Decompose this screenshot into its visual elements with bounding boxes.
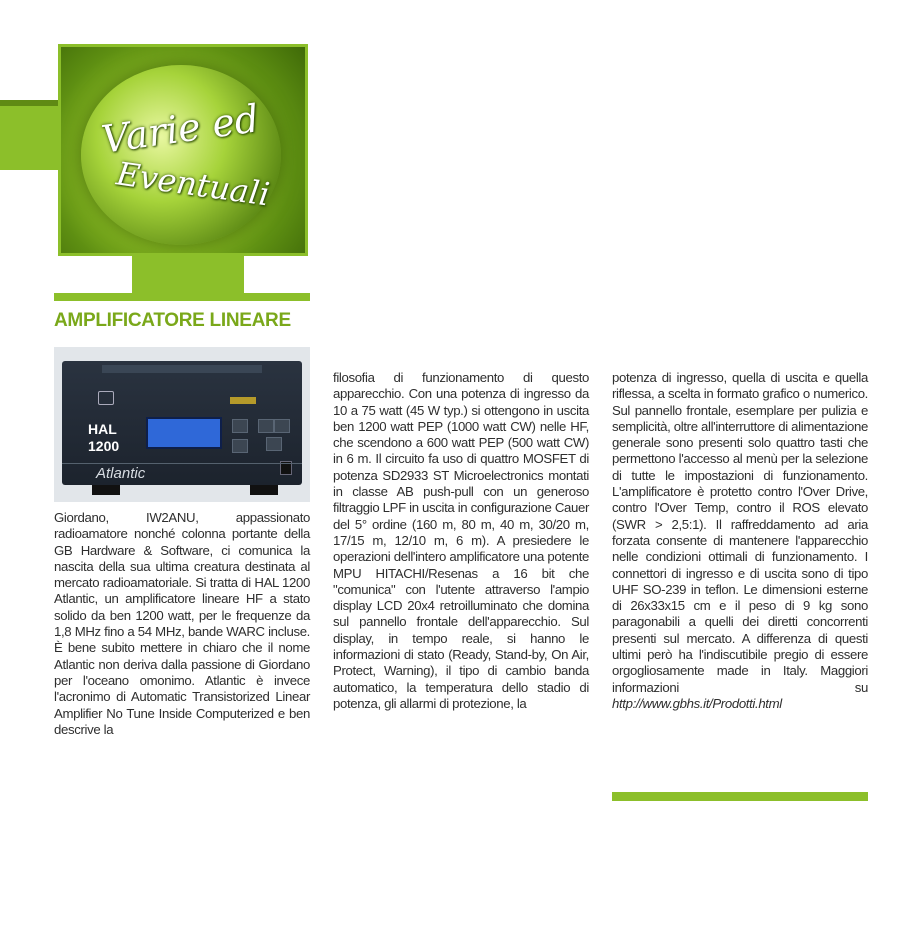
amplifier-status-led [230,397,256,404]
logo-title-line1: Varie ed [98,96,262,162]
article-text: filosofia di funzionamento di questo apparecchio. Con una potenza di ingresso da 10 a 75 watt (45 W typ.) si ottengono in uscita ben 1200 watt PEP (1000 watt CW) nelle HF, che scendono a 600 watt PEP (500 watt CW) in 6 m. Il circuito fa uso di quattro MOSFET di potenza SD2933 ST Microelectronics montati in classe AB push-pull con un generoso filtraggio LPF in uscita in configurazione Cauer del 5° ordine (160 m, 80 m, 40 m, 30/20 m, 17/15 m, 12/10 m, 6 m). A presiedere le operazioni dell'intero amplificatore una potente MPU HITACHI/Resenas a 16 bit che "comunica" con l'utente attraverso l'ampio display LCD 20x4 retroilluminato che domina sul pannello frontale dell'apparecchio. Sul display, in tempo reale, si hanno le informazioni di stato (Ready, Stand-by, On Air, Protect, Warning), il tipo di cambio banda automatico, la temperatura dello stadio di potenza, gli allarmi di protezione, la [333,370,589,711]
heading-rule [54,293,310,301]
green-side-bar-shade [0,100,58,106]
section-logo [58,44,308,256]
article-column-2 [333,370,589,712]
article-text [612,370,868,712]
logo-title-line2: Eventuali [114,154,272,214]
article-column-3 [612,370,868,712]
green-logo-tab [132,255,244,293]
product-photo [54,347,310,502]
amplifier-divider [62,463,302,464]
amplifier-brand-label: Atlantic [96,465,146,482]
amplifier-button-icon [266,437,282,451]
amplifier-foot [250,485,278,495]
amplifier-logo-icon [98,391,114,405]
amplifier-button-icon [258,419,274,433]
amplifier-lcd-display [146,417,222,449]
amplifier-model-line2: 1200 [88,438,120,454]
amplifier-model-line1: HAL [88,421,117,437]
amplifier-top-strip [102,365,262,373]
amplifier-front-panel [62,361,302,485]
green-side-bar [0,100,58,170]
article-heading: AMPLIFICATORE LINEARE [54,310,291,331]
article-column-1 [54,510,310,738]
article-text-body: potenza di ingresso, quella di uscita e quella riflessa, a scelta in formato grafico o numerico. Sul pannello frontale, esemplare per pulizia e semplicità, oltre all'interruttore di alimentazione generale sono presenti solo quattro tasti che permettono l'accesso al menù per la selezione di tutte le impostazioni di funzionamento. L'amplificatore è protetto contro l'Over Drive, contro l'Over Temp, contro il ROS elevato (SWR > 2,5:1). Il raffreddamento ad aria forzata consente di mantenere l'apparecchio nelle condizioni ottimali di funzionamento. I connettori di ingresso e di uscita sono di tipo UHF SO-239 in teflon. Le dimensioni esterne di 26x33x15 cm e il peso di 9 kg sono paragonabili a quelli dei diretti concorrenti presenti sul mercato. A differenza di questi ultimi però ha l'indiscutibile pregio di essere orgogliosamente made in Italy. Maggiori informazioni su [612,370,868,695]
article-text: Giordano, IW2ANU, appassionato radioamatore nonché colonna portante della GB Hardware & Software, ci comunica la nascita della sua ultima creatura destinata al mercato radioamatoriale. Si tratta di HAL 1200 Atlantic, un amplificatore lineare HF a stato solido da ben 1200 watt, per le frequenze da 1,8 MHz fino a 54 MHz, bande WARC incluse. È bene subito mettere in chiaro che il nome Atlantic non deriva dalla passione di Giordano per l'oceano omonimo. Atlantic è invece l'acronimo di Automatic Transistorized Linear Amplifier No Tune Inside Computerized e ben descrive la [54,510,310,737]
amplifier-button-icon [232,419,248,433]
amplifier-button-icon [232,439,248,453]
amplifier-foot [92,485,120,495]
amplifier-model-label [88,421,119,455]
amplifier-button-icon [274,419,290,433]
end-rule [612,792,868,801]
product-link[interactable]: http://www.gbhs.it/Prodotti.html [612,695,782,711]
